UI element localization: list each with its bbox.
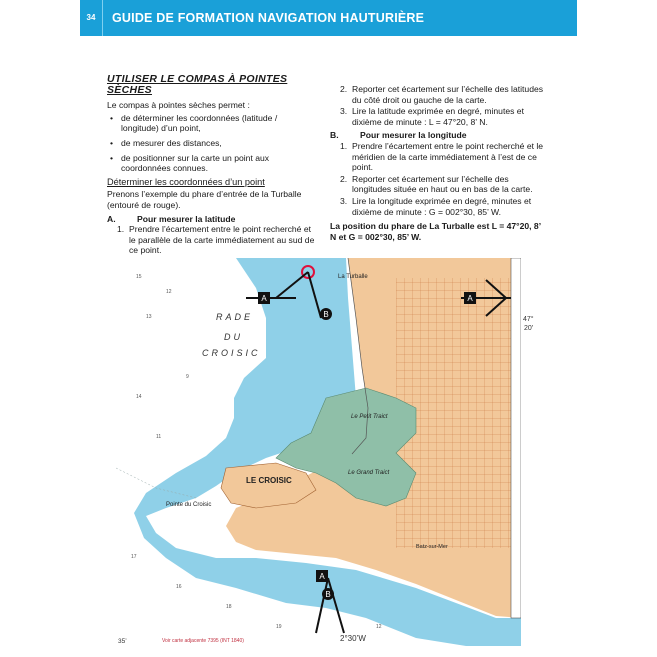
svg-text:13: 13: [146, 314, 152, 320]
label-croisic-bay: CROISIC: [202, 348, 261, 358]
part-b-heading: [330, 130, 544, 141]
page-title: GUIDE DE FORMATION NAVIGATION HAUTURIÈRE: [112, 11, 425, 25]
label-marker-a-right: A: [467, 294, 473, 303]
left-column: [107, 74, 317, 256]
scale-bottom-center: 2°30’W: [340, 634, 366, 643]
scale-bottom-left: 35’: [118, 638, 127, 645]
label-marker-a: A: [261, 294, 267, 303]
bullet-item: • de déterminer les coordonnées (latitude / longitude) d’un point,: [107, 113, 317, 134]
label-marker-b: B: [323, 310, 329, 319]
conclusion-text: La position du phare de La Turballe est L = 47°20, 8’ N et G = 002°30, 85’ W.: [330, 221, 541, 242]
label-marker-b-bottom: B: [325, 590, 331, 599]
label-du: DU: [224, 332, 243, 342]
svg-text:19: 19: [276, 624, 282, 630]
svg-text:16: 16: [176, 584, 182, 590]
step-b2: 2. Reporter cet écartement sur l’échelle des longitudes située en haut ou en bas de la carte.: [340, 173, 533, 195]
svg-text:15: 15: [136, 274, 142, 280]
right-column: [330, 84, 544, 242]
svg-text:11: 11: [156, 434, 162, 440]
chart-footer-note: Voir carte adjacente 7395 (INT 1840): [162, 638, 244, 644]
label-petit-traict: Le Petit Traict: [351, 414, 388, 420]
example-text: Prenons l’exemple du phare d’entrée de la Turballe (entouré de rouge).: [107, 189, 302, 210]
step-b1: 1. Prendre l’écartement entre le point recherché et le méridien de la carte immédiatement à l’est de ce point.: [340, 140, 544, 173]
svg-text:14: 14: [136, 394, 142, 400]
step-a2: 2. Reporter cet écartement sur l’échelle des latitudes du côté droit ou gauche de la carte.: [340, 84, 544, 105]
svg-text:17: 17: [131, 554, 137, 560]
subsection-title: Déterminer les coordonnées d’un point: [107, 176, 265, 187]
label-pointe: Pointe du Croisic: [166, 502, 212, 508]
svg-text:18: 18: [226, 604, 232, 610]
label-marker-a-bottom: A: [319, 572, 325, 581]
bullet-item: • de mesurer des distances,: [107, 138, 317, 149]
label-turballe: La Turballe: [338, 274, 368, 280]
page-number: 34: [80, 0, 103, 36]
part-a-letter: A.: [107, 213, 116, 224]
label-rade: RADE: [216, 312, 254, 322]
scale-lat-minutes: 20’: [524, 325, 534, 332]
svg-text:12: 12: [166, 289, 172, 295]
label-grand-traict: Le Grand Traict: [348, 470, 390, 476]
part-a-heading: [107, 214, 317, 225]
section-title: UTILISER LE COMPAS À POINTES SÈCHES: [107, 73, 288, 96]
bullet-item: • de positionner sur la carte un point aux coordonnées connues.: [107, 153, 317, 174]
part-b-letter: B.: [330, 130, 339, 141]
scale-lat-degrees: 47°: [523, 316, 534, 323]
nautical-chart: [116, 258, 521, 646]
label-batz: Batz-sur-Mer: [416, 544, 448, 550]
step-a1: 1. Prendre l’écartement entre le point recherché et le parallèle de la carte immédiatement au sud de ce point.: [117, 224, 315, 256]
part-a-title: Pour mesurer la latitude: [137, 213, 236, 224]
part-b-title: Pour mesurer la longitude: [360, 130, 467, 141]
step-b3: 3. Lire la longitude exprimée en degré, minutes et dixième de minute : G = 002°30, 85’ W.: [340, 195, 532, 217]
label-le-croisic: LE CROISIC: [246, 476, 292, 485]
step-a3: 3. Lire la latitude exprimée en degré, minutes et dixième de minute : L = 47°20, 8’ N.: [340, 106, 524, 127]
intro-text: Le compas à pointes sèches permet :: [107, 100, 250, 111]
page-header: [80, 0, 577, 36]
svg-text:12: 12: [376, 624, 382, 630]
svg-text:9: 9: [186, 374, 189, 380]
